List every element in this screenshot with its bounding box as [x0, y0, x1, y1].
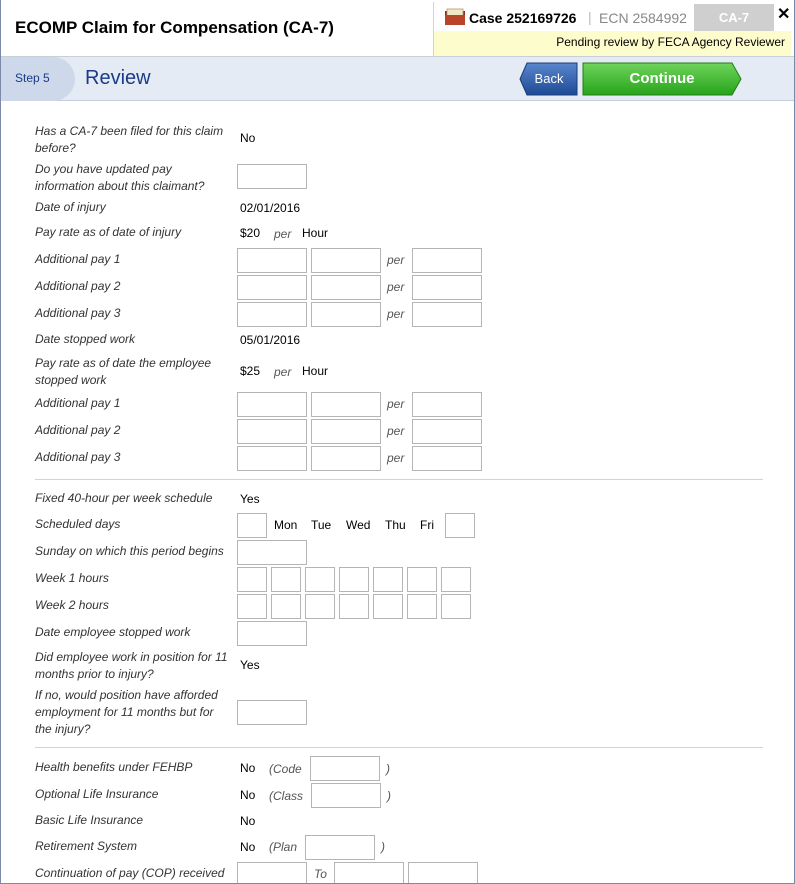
week1-hours-field[interactable] — [271, 567, 301, 592]
basic-life-label: Basic Life Insurance — [35, 813, 144, 827]
week1-hours-field[interactable] — [407, 567, 437, 592]
cop-to-label: To — [314, 867, 327, 881]
continue-button[interactable] — [582, 62, 742, 96]
pay-rate-stopped-unit: Hour — [302, 364, 329, 378]
header — [1, 0, 795, 57]
paren-close: ) — [381, 840, 385, 854]
basic-life-value: No — [240, 814, 256, 828]
day-mon: Mon — [274, 518, 298, 532]
retirement-label: Retirement System — [35, 839, 138, 853]
additional-pay-2-type[interactable] — [237, 419, 307, 444]
additional-pay-2-label: Additional pay 2 — [35, 423, 121, 437]
additional-pay-1-type[interactable] — [237, 248, 307, 273]
week1-hours-field[interactable] — [441, 567, 471, 592]
date-stopped-value: 05/01/2016 — [240, 333, 301, 347]
fixed-schedule-value: Yes — [240, 492, 260, 506]
updated-pay-label: Do you have updated pay information about this claimant? — [35, 162, 205, 193]
date-of-injury-label: Date of injury — [35, 200, 106, 214]
week2-hours-field[interactable] — [373, 594, 403, 619]
cop-amount-field[interactable] — [408, 862, 478, 884]
additional-pay-1-type[interactable] — [237, 392, 307, 417]
per-text: per — [387, 451, 405, 465]
date-employee-stopped-field[interactable] — [237, 621, 307, 646]
case-number: Case 252169726 — [469, 10, 577, 26]
additional-pay-2-amount[interactable] — [311, 275, 381, 300]
week2-hours-field[interactable] — [237, 594, 267, 619]
folder-icon — [444, 8, 466, 26]
retirement-plan-field[interactable] — [305, 835, 375, 860]
section-divider — [35, 747, 763, 748]
scheduled-day-sat-box[interactable] — [445, 513, 475, 538]
per-text: per — [387, 253, 405, 267]
additional-pay-3-type[interactable] — [237, 446, 307, 471]
week1-hours-label: Week 1 hours — [35, 571, 109, 585]
pay-rate-injury-label: Pay rate as of date of injury — [35, 225, 182, 239]
additional-pay-2-period[interactable] — [412, 419, 482, 444]
additional-pay-2-amount[interactable] — [311, 419, 381, 444]
filed-before-value: No — [240, 131, 256, 145]
health-benefits-code-label: (Code — [269, 762, 302, 776]
week1-hours-field[interactable] — [305, 567, 335, 592]
additional-pay-2-label: Additional pay 2 — [35, 279, 121, 293]
week1-hours-field[interactable] — [237, 567, 267, 592]
per-text: per — [274, 365, 292, 379]
additional-pay-3-label: Additional pay 3 — [35, 450, 121, 464]
continue-button-label: Continue — [629, 70, 695, 87]
date-of-injury-value: 02/01/2016 — [240, 201, 301, 215]
scheduled-days-label: Scheduled days — [35, 517, 121, 531]
worked-11-months-label: Did employee work in position for 11 months prior to injury? — [35, 650, 228, 681]
week2-hours-field[interactable] — [271, 594, 301, 619]
additional-pay-1-period[interactable] — [412, 392, 482, 417]
additional-pay-3-type[interactable] — [237, 302, 307, 327]
pay-rate-stopped-label: Pay rate as of date the employee stopped work — [35, 356, 212, 387]
additional-pay-3-period[interactable] — [412, 446, 482, 471]
day-thu: Thu — [385, 518, 406, 532]
retirement-plan-label: (Plan — [269, 840, 298, 854]
pay-rate-injury-amount: $20 — [240, 226, 261, 240]
week1-hours-field[interactable] — [339, 567, 369, 592]
additional-pay-1-label: Additional pay 1 — [35, 396, 121, 410]
health-benefits-code-field[interactable] — [310, 756, 380, 781]
additional-pay-1-amount[interactable] — [311, 392, 381, 417]
paren-close: ) — [386, 762, 390, 776]
close-icon[interactable]: ✕ — [777, 6, 791, 23]
optional-life-value: No — [240, 788, 256, 802]
additional-pay-1-label: Additional pay 1 — [35, 252, 121, 266]
per-text: per — [387, 280, 405, 294]
per-text: per — [387, 307, 405, 321]
week2-hours-field[interactable] — [339, 594, 369, 619]
step-bar — [1, 57, 795, 101]
scheduled-day-sun-box[interactable] — [237, 513, 267, 538]
per-text: per — [387, 424, 405, 438]
status-text: Pending review by FECA Agency Reviewer — [556, 35, 785, 49]
ecn-number: ECN 2584992 — [599, 10, 687, 26]
additional-pay-1-period[interactable] — [412, 248, 482, 273]
sunday-begins-field[interactable] — [237, 540, 307, 565]
pay-rate-stopped-amount: $25 — [240, 364, 261, 378]
page-title: ECOMP Claim for Compensation (CA-7) — [15, 18, 334, 37]
week2-hours-field[interactable] — [407, 594, 437, 619]
if-no-label: If no, would position have afforded employment for 11 months but for the injury? — [35, 688, 218, 736]
step-indicator — [1, 57, 75, 101]
additional-pay-3-label: Additional pay 3 — [35, 306, 121, 320]
optional-life-class-field[interactable] — [311, 783, 381, 808]
optional-life-class-label: (Class — [269, 789, 304, 803]
back-button[interactable] — [519, 62, 579, 96]
week2-hours-label: Week 2 hours — [35, 598, 109, 612]
health-benefits-label: Health benefits under FEHBP — [35, 760, 193, 774]
case-info-panel — [433, 2, 791, 56]
day-tue: Tue — [311, 518, 332, 532]
cop-label: Continuation of pay (COP) received — [35, 866, 225, 880]
day-fri: Fri — [420, 518, 434, 532]
week1-hours-field[interactable] — [373, 567, 403, 592]
per-text: per — [387, 397, 405, 411]
date-stopped-label: Date stopped work — [35, 332, 136, 346]
week2-hours-field[interactable] — [441, 594, 471, 619]
paren-close: ) — [387, 789, 391, 803]
health-benefits-value: No — [240, 761, 256, 775]
back-button-label: Back — [534, 71, 564, 86]
sunday-begins-label: Sunday on which this period begins — [35, 544, 224, 558]
pay-rate-injury-unit: Hour — [302, 226, 329, 240]
if-no-field[interactable] — [237, 700, 307, 725]
additional-pay-2-type[interactable] — [237, 275, 307, 300]
cop-from-field[interactable] — [237, 862, 307, 884]
per-text: per — [274, 227, 292, 241]
additional-pay-1-amount[interactable] — [311, 248, 381, 273]
section-divider — [35, 479, 763, 480]
form-tag: CA-7 — [694, 4, 774, 31]
cop-to-field[interactable] — [334, 862, 404, 884]
additional-pay-3-period[interactable] — [412, 302, 482, 327]
day-wed: Wed — [346, 518, 371, 532]
retirement-value: No — [240, 840, 256, 854]
additional-pay-3-amount[interactable] — [311, 302, 381, 327]
worked-11-months-value: Yes — [240, 658, 260, 672]
separator: | — [588, 9, 592, 25]
step-title: Review — [85, 67, 151, 89]
optional-life-label: Optional Life Insurance — [35, 787, 159, 801]
additional-pay-2-period[interactable] — [412, 275, 482, 300]
fixed-schedule-label: Fixed 40-hour per week schedule — [35, 491, 213, 505]
updated-pay-field[interactable] — [237, 164, 307, 189]
week2-hours-field[interactable] — [305, 594, 335, 619]
additional-pay-3-amount[interactable] — [311, 446, 381, 471]
step-label: Step 5 — [15, 71, 50, 85]
date-employee-stopped-label: Date employee stopped work — [35, 625, 191, 639]
filed-before-label: Has a CA-7 been filed for this claim before? — [35, 124, 224, 155]
